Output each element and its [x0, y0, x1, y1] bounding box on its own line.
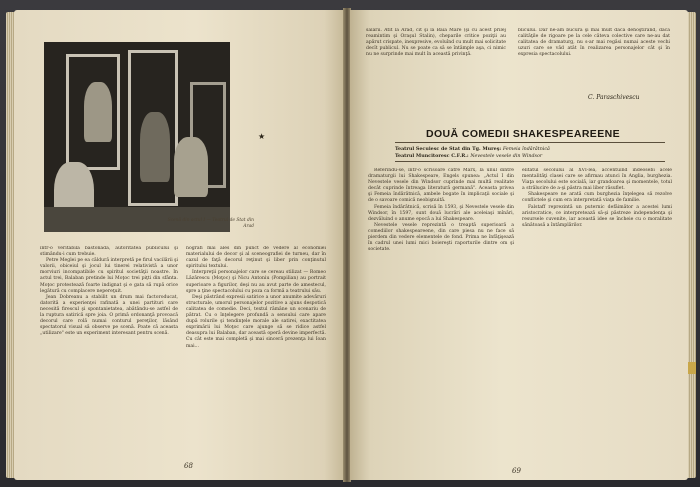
stage-photo	[44, 42, 230, 232]
left-column-1	[40, 246, 178, 464]
paragraph: Falstaff reprezintă un puternic defăimător a acestei lumi aristocratice, ce interpretează să-şi păstreze independenţa şi resursele cuvenite, iar această idee se încheie cu o moralitate sănătoasă a întâmplărilor.	[522, 204, 672, 228]
left-column-2	[186, 246, 326, 464]
right-column-1	[368, 168, 514, 454]
paragraph: Deşi păstrând expresii satirice a unor anumite adevăruri structurale, umorul personajelor pozitive a ajuns despotică calitatea de comedie. Deci, textul rămâne un scenariu de pătrat. Cu o înţelegere profundă a sensului care apare după rolurile şi tendinţele morale ale satirei, exactitatea exprimării lui Moţoc care ajunge să se ridice astfel deasupra lui Balaban, dar această operă devine imperfectă. Cu cât este mai completă şi mai sinceră prezenţa lui Ioan mai...	[186, 294, 326, 349]
paragraph: salarii. Atît la Arad, cît şi la Baia Mare (şi cu acest prilej reamintim şi Oraşul Stalin), cheparile critice poziţii au apărut crispate, inexpresive, evoluînd cu mult mai solicitate decît publicul. Nu se poate ca să se întâmple aşa, ci nimic nu ne surprinde mai mult în această privinţă.	[366, 28, 506, 58]
paragraph: intr-o veritabilă bastonadă, autoritatea publicului şi stimându-i cum trebuie.	[40, 246, 178, 258]
photo-caption: Scenă din actul I — Teatrul de Stat din Arad	[167, 218, 254, 229]
right-column-2	[522, 168, 672, 454]
subheading-1-theatre: Teatrul Secuiesc de Stat din Tg. Mureş:	[395, 146, 502, 152]
heading-rule	[395, 142, 665, 143]
article-heading: DOUĂ COMEDII SHAKESPEAREENE	[426, 128, 620, 140]
paragraph: nografi mai ales din punct de vedere al economiei materialului de decor şi al sceneografiei de turneu, dar în cazul de faţă decorul reţinut şi liber prin conţinutul spiritului textului.	[186, 246, 326, 270]
subheading-rule	[395, 161, 665, 162]
paragraph: elitătul secolului al XVI-lea, accentuînd îndeosebi acele mentalităţi clasei care se afirmau atunci în Anglia, burghezia. Viaţa secolului este socială, iar grandoarea şi momentele, totul a strălucire de a-şi păstra mai liber răsuflet.	[522, 168, 672, 192]
left-page	[14, 10, 344, 480]
paragraph: Jean Dobreanu a stabilit un drum mai factoroducat, datorită a experienţei rafinată a unei partituri care necesită firescul şi spontanietatea, abătându-se astfel de la ruptura satirică spre joia. O primă ordonanţă provoacă decorul care rolă numai conturul pereţilor, lăsând spectatorul visual să observe pe scenă. Poate că aceasta „utilizare" este un experiment interesant pentru scenă.	[40, 294, 178, 337]
paragraph: Referindu-se, intr-o scrisoare către Marx, la unul dintre dramaturgii lui Shakespeare, Engels spunea: „Actul I din Nevestele vesele din Windsor cuprinde mai multă realitate decât cuprinde întreaga literatură germană". Aceasta privea şi Femeia îndărătnică, ambele bogate în implicaţii sociale şi de o savoare comică neobişnuită.	[368, 168, 514, 204]
paragraph: Petre Meglei pe ea căldură interpretă pe firul vacilării şi valorii, obiceiul şi jocul lui tinerei relativistă a unor morviuri incompatibile cu spiritul societăţii noastre. In actul trei, Balaban pretinde lui Moţoc trei piţti din sfânta. Moţoc protestează foarte indignat şi e gata să rupă orice legătură cu complacere nepereţuit.	[40, 258, 178, 294]
right-top-column-1	[366, 28, 506, 108]
paragraph: Interpreţii personajelor care se cereau stilizat — Romeo Lăzărescu (Moţoc) şi Nicu Antoniu (Pompilian) au portrait superioare a figurilor, deşi nu au avut parte de amestecul, spre a ţine spectacolului cu poza ca formă a teatrului său.	[186, 270, 326, 294]
paragraph: blicului. Dar ne-am bucura şi mai mult dacă dehoştirand, dacă calităţile de rigoare pe la cele câteva colective care ne-au dat calitatea de dramaturg, nu s-ar mai regăsi numai aceste vechi uzuri care se văd atât în realizarea personajelor cât şi în expresia spectacolului.	[518, 28, 670, 58]
subheading-1	[395, 146, 665, 153]
page-tab	[688, 362, 696, 374]
right-top-column-2	[518, 28, 670, 100]
subheading-2-play: Nevestele vesele din Windsor	[470, 154, 543, 159]
paragraph: Shakespeare ne arată cum burghezia înţelegea să rezolve conflictele şi cum era interpretată viaţa de familie.	[522, 192, 672, 204]
page-number: 68	[184, 462, 193, 470]
subheading-1-play: Femeia îndărătnică	[502, 147, 550, 152]
paragraph: Femeia îndărătnică, scrisă în 1593, şi Nevestele vesele din Windsor, în 1597, sunt două lucrări ale aceleiaşi mînări, dezvăluind o anume epocă a lui Shakespeare.	[368, 204, 514, 222]
section-star: ★	[258, 132, 266, 141]
subheading-2-theatre: Teatrul Muncitoresc C.F.R.:	[395, 153, 469, 159]
page-number: 69	[512, 467, 521, 475]
subheading-2	[395, 153, 665, 160]
author-signature: C. Paraschivescu	[588, 94, 640, 101]
paragraph: Nevestele vesele reprezintă o treaptă superioară a comediilor shakespeareene, din care piesa nu ne face să pierdem din vedere elementele de fond. Prima ne înfăţişează în cadrul unei lumi mici boiereşti raporturile dintre om şi societate.	[368, 222, 514, 253]
